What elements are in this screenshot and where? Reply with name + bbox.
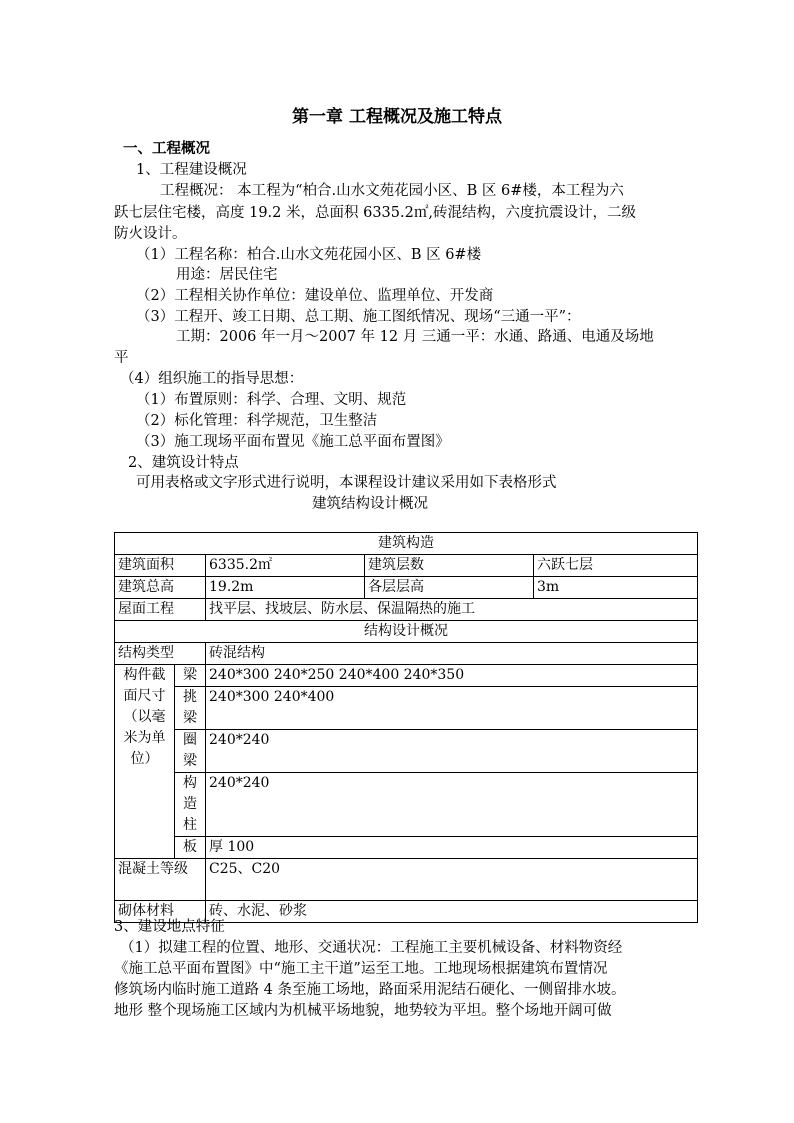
area-value: 6335.2㎡	[206, 555, 365, 577]
roof-label: 屋面工程	[115, 599, 206, 621]
struct-type-value: 砖混结构	[206, 643, 698, 665]
height-label: 建筑总高	[115, 577, 206, 599]
table-row	[115, 665, 698, 687]
member-size-label: 构件截面尺寸（以毫米为单位）	[115, 665, 175, 859]
item-schedule-continued: 平	[114, 350, 129, 366]
concrete-label: 混凝土等级	[115, 859, 206, 901]
ring-beam-label: 圈梁	[175, 730, 206, 773]
struct-header: 结构设计概况	[115, 621, 698, 643]
slab-value: 厚 100	[206, 837, 698, 859]
table-row	[115, 687, 698, 730]
table-row	[115, 773, 698, 837]
table-row	[115, 599, 698, 621]
concrete-value: C25、C20	[206, 859, 698, 901]
cantilever-label: 挑梁	[175, 687, 206, 730]
beam-label: 梁	[175, 665, 206, 687]
masonry-label: 砌体材料	[115, 901, 206, 923]
table-row	[115, 621, 698, 643]
subheading-site-features: 3、建设地点特征	[114, 919, 225, 935]
floors-value: 六跃七层	[534, 555, 698, 577]
item-schedule: （3）工程开、竣工日期、总工期、施工图纸情况、现场“三通一平”：	[136, 309, 581, 325]
column-label: 构造柱	[175, 773, 206, 837]
site-paragraph-line2: 《施工总平面布置图》中“施工主干道”运至工地。工地现场根据建筑布置情况	[114, 961, 608, 977]
floor-height-label: 各层层高	[365, 577, 534, 599]
slab-label: 板	[175, 837, 206, 859]
site-paragraph-line3: 修筑场内临时施工道路 4 条至施工场地，路面采用泥结石硬化、一侧留排水坡。	[114, 982, 626, 998]
table-row	[115, 859, 698, 901]
floors-label: 建筑层数	[365, 555, 534, 577]
table-caption: 建筑结构设计概况	[312, 496, 428, 512]
item-schedule-period: 工期：2006 年一月～2007 年 12 月 三通一平：水通、路通、电通及场地	[176, 329, 654, 345]
masonry-value: 砖、水泥、砂浆	[206, 901, 698, 923]
overview-paragraph-line3: 防火设计。	[114, 226, 187, 242]
structure-design-table	[114, 532, 698, 923]
overview-paragraph-line2: 跃七层住宅楼，高度 19.2 米，总面积 6335.2㎡,砖混结构，六度抗震设计，二级	[114, 205, 636, 221]
principle-management: （2）标化管理：科学规范，卫生整洁	[136, 413, 378, 429]
struct-type-label: 结构类型	[115, 643, 206, 665]
principle-site-plan: （3）施工现场平面布置见《施工总平面布置图》	[136, 434, 450, 450]
item-collaborators: （2）工程相关协作单位：建设单位、监理单位、开发商	[136, 288, 494, 304]
principle-layout: （1）布置原则：科学、合理、文明、规范	[136, 392, 407, 408]
overview-paragraph-line1: 工程概况： 本工程为“柏合.山水文苑花园小区、B 区 6#楼，本工程为六	[160, 183, 624, 199]
table-row	[115, 577, 698, 599]
column-value: 240*240	[206, 773, 698, 837]
chapter-title: 第一章 工程概况及施工特点	[292, 107, 502, 127]
table-row	[115, 837, 698, 859]
item-project-use: 用途：居民住宅	[176, 267, 278, 283]
subheading-design-features: 2、建筑设计特点	[128, 455, 239, 471]
table-row	[115, 555, 698, 577]
section-heading-overview: 一、工程概况	[123, 140, 210, 157]
table-row	[115, 730, 698, 773]
site-paragraph-line4: 地形 整个现场施工区域内为机械平场地貌，地势较为平坦。整个场地开阔可做	[114, 1003, 612, 1019]
table-row	[115, 533, 698, 555]
roof-value: 找平层、找坡层、防水层、保温隔热的施工	[206, 599, 698, 621]
arch-header: 建筑构造	[115, 533, 698, 555]
table-row	[115, 643, 698, 665]
height-value: 19.2m	[206, 577, 365, 599]
beam-value: 240*300 240*250 240*400 240*350	[206, 665, 698, 687]
area-label: 建筑面积	[115, 555, 206, 577]
subheading-construction-overview: 1、工程建设概况	[136, 162, 247, 178]
design-features-intro: 可用表格或文字形式进行说明，本课程设计建议采用如下表格形式	[136, 475, 557, 491]
item-guiding-principles: （4）组织施工的指导思想：	[120, 371, 304, 387]
site-paragraph-line1: （1）拟建工程的位置、地形、交通状况：工程施工主要机械设备、材料物资经	[120, 940, 623, 956]
floor-height-value: 3m	[534, 577, 698, 599]
item-project-name: （1）工程名称：柏合.山水文苑花园小区、B 区 6#楼	[136, 247, 482, 263]
ring-beam-value: 240*240	[206, 730, 698, 773]
cantilever-value: 240*300 240*400	[206, 687, 698, 730]
